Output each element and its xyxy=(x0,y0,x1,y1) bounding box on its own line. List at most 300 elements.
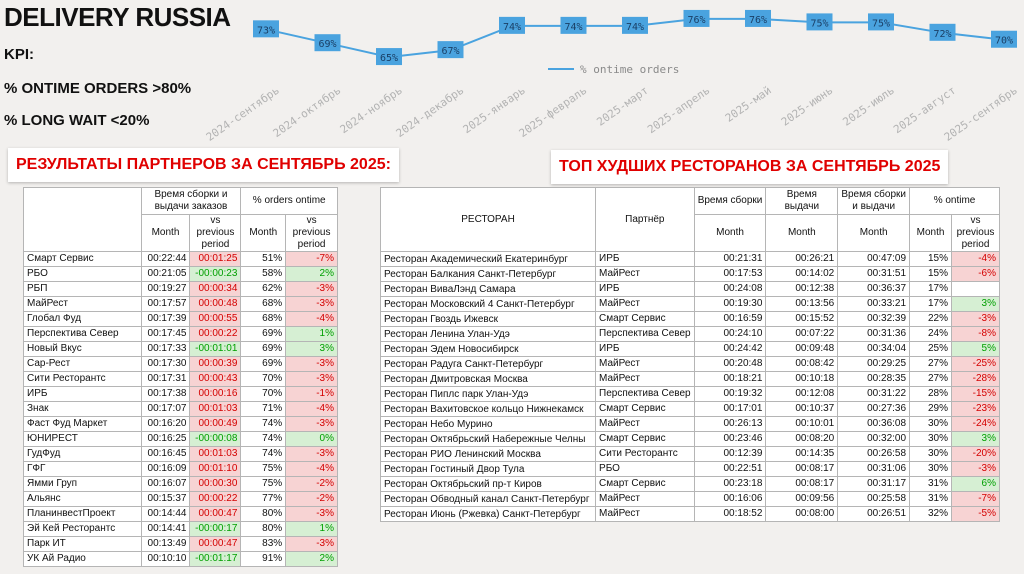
partner-ontime-cell: 58% xyxy=(241,267,286,282)
partner-ontime-cell: 80% xyxy=(241,507,286,522)
restaurant-name-cell: Ресторан ВиваЛэнд Самара xyxy=(381,282,596,297)
partner-time-vs-cell: 00:00:49 xyxy=(190,417,241,432)
data-label: 67% xyxy=(441,46,460,58)
restaurant-row xyxy=(381,507,1000,522)
partner-time-vs-cell: 00:01:03 xyxy=(190,447,241,462)
partner-name-cell: МайРест xyxy=(24,297,142,312)
partners-header-vs2: vs previous period xyxy=(286,215,338,252)
restaurant-assembly-cell: 00:24:08 xyxy=(694,282,766,297)
partner-time-cell: 00:16:25 xyxy=(141,432,190,447)
restaurants-header-ontime: % ontime xyxy=(910,188,1000,215)
partner-time-vs-cell: 00:00:43 xyxy=(190,372,241,387)
x-tick-label: 2024-октябрь xyxy=(270,83,344,141)
restaurant-assembly-cell: 00:19:32 xyxy=(694,387,766,402)
restaurants-section-title: ТОП ХУДШИХ РЕСТОРАНОВ ЗА СЕНТЯБРЬ 2025 xyxy=(551,150,948,184)
x-tick-label: 2025-май xyxy=(722,83,774,125)
x-tick-label: 2025-сентябрь xyxy=(941,83,1020,144)
restaurant-delivery-cell: 00:14:35 xyxy=(766,447,838,462)
partners-header-month: Month xyxy=(141,215,190,252)
partner-row xyxy=(24,342,338,357)
restaurant-ontime-cell: 30% xyxy=(910,462,952,477)
restaurant-total-cell: 00:32:00 xyxy=(838,432,910,447)
partner-time-vs-cell: 00:01:25 xyxy=(190,252,241,267)
partner-ontime-vs-cell: -3% xyxy=(286,447,338,462)
partner-ontime-vs-cell: -3% xyxy=(286,507,338,522)
partner-ontime-cell: 51% xyxy=(241,252,286,267)
restaurant-ontime-cell: 30% xyxy=(910,432,952,447)
partner-ontime-vs-cell: 0% xyxy=(286,432,338,447)
restaurants-header-total: Время сборки и выдачи xyxy=(838,188,910,215)
restaurant-partner-cell: МайРест xyxy=(596,297,695,312)
partners-header-time: Время сборки и выдачи заказов xyxy=(141,188,241,215)
partner-time-vs-cell: -00:00:17 xyxy=(190,522,241,537)
data-label: 69% xyxy=(318,39,337,51)
kpi-longwait: % LONG WAIT <20% xyxy=(4,112,150,129)
partner-time-cell: 00:14:41 xyxy=(141,522,190,537)
ontime-line-chart xyxy=(203,0,1024,150)
restaurant-name-cell: Ресторан Радуга Санкт-Петербург xyxy=(381,357,596,372)
data-label: 72% xyxy=(933,28,952,40)
partner-time-vs-cell: 00:01:03 xyxy=(190,402,241,417)
partner-time-cell: 00:22:44 xyxy=(141,252,190,267)
restaurants-header-assembly: Время сборки xyxy=(694,188,766,215)
partners-section-title: РЕЗУЛЬТАТЫ ПАРТНЕРОВ ЗА СЕНТЯБРЬ 2025: xyxy=(8,148,399,182)
restaurant-assembly-cell: 00:18:21 xyxy=(694,372,766,387)
partner-ontime-vs-cell: -4% xyxy=(286,462,338,477)
restaurant-assembly-cell: 00:19:30 xyxy=(694,297,766,312)
partner-time-cell: 00:17:07 xyxy=(141,402,190,417)
restaurant-vs-cell: -8% xyxy=(952,327,1000,342)
restaurant-ontime-cell: 27% xyxy=(910,357,952,372)
restaurant-delivery-cell: 00:09:56 xyxy=(766,492,838,507)
restaurant-delivery-cell: 00:07:22 xyxy=(766,327,838,342)
partner-ontime-cell: 62% xyxy=(241,282,286,297)
partner-name-cell: Сити Ресторантс xyxy=(24,372,142,387)
restaurant-row xyxy=(381,372,1000,387)
partner-time-cell: 00:21:05 xyxy=(141,267,190,282)
restaurant-vs-cell: -6% xyxy=(952,267,1000,282)
partners-header-vs: vs previous period xyxy=(190,215,241,252)
restaurant-name-cell: Ресторан Дмитровская Москва xyxy=(381,372,596,387)
partner-name-cell: ЮНИРЕСТ xyxy=(24,432,142,447)
restaurant-partner-cell: Перспектива Север xyxy=(596,387,695,402)
partner-time-vs-cell: -00:00:23 xyxy=(190,267,241,282)
partner-ontime-vs-cell: -3% xyxy=(286,537,338,552)
restaurant-delivery-cell: 00:12:38 xyxy=(766,282,838,297)
partner-time-vs-cell: 00:00:16 xyxy=(190,387,241,402)
restaurants-header-restaurant: РЕСТОРАН xyxy=(381,188,596,252)
restaurant-vs-cell: 3% xyxy=(952,297,1000,312)
restaurant-total-cell: 00:36:37 xyxy=(838,282,910,297)
partner-ontime-vs-cell: -2% xyxy=(286,492,338,507)
restaurant-total-cell: 00:34:04 xyxy=(838,342,910,357)
restaurant-name-cell: Ресторан Пиплс парк Улан-Удэ xyxy=(381,387,596,402)
restaurant-assembly-cell: 00:20:48 xyxy=(694,357,766,372)
data-label: 74% xyxy=(564,21,583,33)
restaurant-total-cell: 00:32:39 xyxy=(838,312,910,327)
partner-time-cell: 00:17:33 xyxy=(141,342,190,357)
partner-name-cell: Фаст Фуд Маркет xyxy=(24,417,142,432)
partner-time-cell: 00:16:07 xyxy=(141,477,190,492)
partner-name-cell: Знак xyxy=(24,402,142,417)
restaurants-header-month4: Month xyxy=(910,215,952,252)
x-tick-label: 2025-август xyxy=(891,83,959,137)
partner-name-cell: РБО xyxy=(24,267,142,282)
partner-name-cell: Ямми Груп xyxy=(24,477,142,492)
restaurant-partner-cell: ИРБ xyxy=(596,282,695,297)
partner-ontime-cell: 68% xyxy=(241,312,286,327)
partner-time-vs-cell: 00:00:22 xyxy=(190,327,241,342)
partner-row xyxy=(24,522,338,537)
partner-ontime-cell: 70% xyxy=(241,387,286,402)
restaurant-assembly-cell: 00:21:31 xyxy=(694,252,766,267)
restaurant-ontime-cell: 22% xyxy=(910,312,952,327)
restaurant-partner-cell: Смарт Сервис xyxy=(596,477,695,492)
restaurant-row xyxy=(381,492,1000,507)
restaurant-delivery-cell: 00:08:42 xyxy=(766,357,838,372)
restaurant-total-cell: 00:29:25 xyxy=(838,357,910,372)
partner-name-cell: УК Ай Радио xyxy=(24,552,142,567)
restaurant-row xyxy=(381,342,1000,357)
restaurant-assembly-cell: 00:16:06 xyxy=(694,492,766,507)
x-tick-label: 2025-июль xyxy=(840,83,897,129)
partner-row xyxy=(24,372,338,387)
partner-row xyxy=(24,432,338,447)
partner-row xyxy=(24,357,338,372)
restaurant-name-cell: Ресторан Небо Мурино xyxy=(381,417,596,432)
restaurant-partner-cell: ИРБ xyxy=(596,252,695,267)
partner-time-cell: 00:17:30 xyxy=(141,357,190,372)
restaurant-delivery-cell: 00:09:48 xyxy=(766,342,838,357)
partner-time-cell: 00:17:39 xyxy=(141,312,190,327)
x-tick-label: 2025-апрель xyxy=(645,83,713,137)
data-label: 75% xyxy=(810,18,829,30)
partner-name-cell: Перспектива Север xyxy=(24,327,142,342)
partner-name-cell: Смарт Сервис xyxy=(24,252,142,267)
partner-ontime-vs-cell: 3% xyxy=(286,342,338,357)
partner-row xyxy=(24,417,338,432)
partner-row xyxy=(24,537,338,552)
restaurants-header-month2: Month xyxy=(766,215,838,252)
restaurant-vs-cell: -4% xyxy=(952,252,1000,267)
partner-name-cell: ГудФуд xyxy=(24,447,142,462)
restaurants-header-month3: Month xyxy=(838,215,910,252)
restaurant-assembly-cell: 00:23:46 xyxy=(694,432,766,447)
restaurant-partner-cell: Смарт Сервис xyxy=(596,402,695,417)
restaurant-partner-cell: ИРБ xyxy=(596,342,695,357)
partner-ontime-vs-cell: 2% xyxy=(286,552,338,567)
restaurant-vs-cell: -28% xyxy=(952,372,1000,387)
partner-name-cell: ИРБ xyxy=(24,387,142,402)
partner-ontime-cell: 69% xyxy=(241,342,286,357)
partner-name-cell: Парк ИТ xyxy=(24,537,142,552)
partner-ontime-cell: 69% xyxy=(241,327,286,342)
partners-header-ontime: % orders ontime xyxy=(241,188,338,215)
x-tick-label: 2024-ноябрь xyxy=(337,83,405,137)
partner-time-cell: 00:17:57 xyxy=(141,297,190,312)
partner-ontime-vs-cell: -3% xyxy=(286,357,338,372)
restaurant-assembly-cell: 00:24:42 xyxy=(694,342,766,357)
restaurant-vs-cell: -3% xyxy=(952,462,1000,477)
restaurant-row xyxy=(381,252,1000,267)
restaurants-header-vs: vs previous period xyxy=(952,215,1000,252)
restaurant-name-cell: Ресторан Эдем Новосибирск xyxy=(381,342,596,357)
partner-ontime-vs-cell: 1% xyxy=(286,522,338,537)
restaurant-ontime-cell: 15% xyxy=(910,267,952,282)
restaurant-vs-cell: -23% xyxy=(952,402,1000,417)
restaurant-name-cell: Ресторан Октябрьский Набережные Челны xyxy=(381,432,596,447)
data-label: 75% xyxy=(871,18,891,30)
partner-time-cell: 00:17:31 xyxy=(141,372,190,387)
restaurant-assembly-cell: 00:12:39 xyxy=(694,447,766,462)
data-label: 76% xyxy=(687,14,706,26)
restaurant-delivery-cell: 00:12:08 xyxy=(766,387,838,402)
restaurant-delivery-cell: 00:08:00 xyxy=(766,507,838,522)
restaurant-row xyxy=(381,462,1000,477)
restaurant-row xyxy=(381,447,1000,462)
partner-ontime-cell: 91% xyxy=(241,552,286,567)
restaurant-partner-cell: РБО xyxy=(596,462,695,477)
restaurant-total-cell: 00:36:08 xyxy=(838,417,910,432)
restaurant-total-cell: 00:26:51 xyxy=(838,507,910,522)
restaurant-ontime-cell: 17% xyxy=(910,297,952,312)
partner-time-cell: 00:17:38 xyxy=(141,387,190,402)
data-label: 65% xyxy=(379,53,399,65)
restaurant-name-cell: Ресторан Обводный канал Санкт-Петербург xyxy=(381,492,596,507)
partner-row xyxy=(24,387,338,402)
restaurant-assembly-cell: 00:26:13 xyxy=(694,417,766,432)
restaurant-ontime-cell: 29% xyxy=(910,402,952,417)
partner-row xyxy=(24,492,338,507)
restaurant-partner-cell: МайРест xyxy=(596,417,695,432)
restaurant-delivery-cell: 00:10:37 xyxy=(766,402,838,417)
partner-ontime-vs-cell: 1% xyxy=(286,327,338,342)
partner-ontime-cell: 75% xyxy=(241,477,286,492)
x-tick-label: 2025-февраль xyxy=(516,83,590,141)
partner-time-cell: 00:16:20 xyxy=(141,417,190,432)
kpi-heading: KPI: xyxy=(4,46,34,63)
restaurant-name-cell: Ресторан Гостиный Двор Тула xyxy=(381,462,596,477)
restaurant-row xyxy=(381,357,1000,372)
partner-time-cell: 00:16:45 xyxy=(141,447,190,462)
partner-name-cell: ГФГ xyxy=(24,462,142,477)
partner-ontime-cell: 80% xyxy=(241,522,286,537)
partner-time-vs-cell: 00:00:47 xyxy=(190,507,241,522)
partner-time-vs-cell: 00:01:10 xyxy=(190,462,241,477)
partner-ontime-cell: 68% xyxy=(241,297,286,312)
restaurant-vs-cell: -15% xyxy=(952,387,1000,402)
partner-row xyxy=(24,477,338,492)
partner-ontime-vs-cell: -4% xyxy=(286,312,338,327)
x-tick-label: 2024-декабрь xyxy=(393,83,467,141)
partner-ontime-vs-cell: -3% xyxy=(286,417,338,432)
restaurant-row xyxy=(381,417,1000,432)
restaurant-partner-cell: МайРест xyxy=(596,357,695,372)
partner-time-cell: 00:17:45 xyxy=(141,327,190,342)
partner-time-vs-cell: 00:00:48 xyxy=(190,297,241,312)
restaurant-ontime-cell: 31% xyxy=(910,477,952,492)
restaurant-delivery-cell: 00:10:01 xyxy=(766,417,838,432)
restaurant-name-cell: Ресторан Балкания Санкт-Петербург xyxy=(381,267,596,282)
partners-header-name xyxy=(24,188,142,252)
partner-name-cell: Эй Кей Ресторантс xyxy=(24,522,142,537)
page-title: DELIVERY RUSSIA xyxy=(4,2,231,32)
restaurant-delivery-cell: 00:13:56 xyxy=(766,297,838,312)
restaurant-delivery-cell: 00:14:02 xyxy=(766,267,838,282)
restaurant-total-cell: 00:31:22 xyxy=(838,387,910,402)
x-tick-label: 2025-июнь xyxy=(778,83,836,129)
restaurant-assembly-cell: 00:18:52 xyxy=(694,507,766,522)
partner-ontime-cell: 69% xyxy=(241,357,286,372)
restaurant-vs-cell: -5% xyxy=(952,507,1000,522)
partner-time-cell: 00:15:37 xyxy=(141,492,190,507)
restaurant-name-cell: Ресторан РИО Ленинский Москва xyxy=(381,447,596,462)
restaurant-row xyxy=(381,387,1000,402)
restaurant-vs-cell: 5% xyxy=(952,342,1000,357)
restaurant-vs-cell: -20% xyxy=(952,447,1000,462)
partner-time-cell: 00:10:10 xyxy=(141,552,190,567)
x-tick-label: 2024-сентябрь xyxy=(203,83,282,144)
partner-ontime-cell: 74% xyxy=(241,447,286,462)
restaurant-assembly-cell: 00:23:18 xyxy=(694,477,766,492)
restaurant-delivery-cell: 00:08:20 xyxy=(766,432,838,447)
restaurant-delivery-cell: 00:15:52 xyxy=(766,312,838,327)
restaurant-ontime-cell: 28% xyxy=(910,387,952,402)
restaurant-row xyxy=(381,432,1000,447)
partner-name-cell: Глобал Фуд xyxy=(24,312,142,327)
partner-time-cell: 00:13:49 xyxy=(141,537,190,552)
restaurant-assembly-cell: 00:17:53 xyxy=(694,267,766,282)
partner-ontime-vs-cell: 2% xyxy=(286,267,338,282)
restaurant-partner-cell: МайРест xyxy=(596,267,695,282)
partner-ontime-cell: 70% xyxy=(241,372,286,387)
partner-ontime-vs-cell: -1% xyxy=(286,387,338,402)
partner-ontime-vs-cell: -7% xyxy=(286,252,338,267)
restaurant-vs-cell: 3% xyxy=(952,432,1000,447)
restaurant-row xyxy=(381,267,1000,282)
restaurant-total-cell: 00:26:58 xyxy=(838,447,910,462)
restaurant-vs-cell: -24% xyxy=(952,417,1000,432)
restaurant-assembly-cell: 00:16:59 xyxy=(694,312,766,327)
partner-time-vs-cell: 00:00:55 xyxy=(190,312,241,327)
restaurants-header-partner: Партнёр xyxy=(596,188,695,252)
restaurants-header-month1: Month xyxy=(694,215,766,252)
restaurant-ontime-cell: 31% xyxy=(910,492,952,507)
restaurant-ontime-cell: 25% xyxy=(910,342,952,357)
partner-time-vs-cell: -00:00:08 xyxy=(190,432,241,447)
x-tick-label: 2025-январь xyxy=(460,83,528,137)
partner-time-vs-cell: -00:01:01 xyxy=(190,342,241,357)
restaurant-total-cell: 00:47:09 xyxy=(838,252,910,267)
partner-row xyxy=(24,252,338,267)
restaurant-ontime-cell: 27% xyxy=(910,372,952,387)
restaurant-partner-cell: Сити Ресторантс xyxy=(596,447,695,462)
partner-name-cell: Новый Вкус xyxy=(24,342,142,357)
restaurant-ontime-cell: 30% xyxy=(910,447,952,462)
partner-row xyxy=(24,462,338,477)
data-label: 74% xyxy=(502,21,522,33)
restaurant-delivery-cell: 00:08:17 xyxy=(766,477,838,492)
partners-header-month2: Month xyxy=(241,215,286,252)
partner-time-vs-cell: 00:00:39 xyxy=(190,357,241,372)
restaurants-table xyxy=(380,187,1000,522)
restaurant-assembly-cell: 00:22:51 xyxy=(694,462,766,477)
restaurant-name-cell: Ресторан Июнь (Ржевка) Санкт-Петербург xyxy=(381,507,596,522)
partner-row xyxy=(24,297,338,312)
restaurant-delivery-cell: 00:08:17 xyxy=(766,462,838,477)
restaurant-assembly-cell: 00:17:01 xyxy=(694,402,766,417)
restaurant-delivery-cell: 00:26:21 xyxy=(766,252,838,267)
restaurant-total-cell: 00:33:21 xyxy=(838,297,910,312)
data-label: 73% xyxy=(256,25,276,37)
restaurant-ontime-cell: 17% xyxy=(910,282,952,297)
data-label: 76% xyxy=(748,14,768,26)
restaurant-vs-cell: -7% xyxy=(952,492,1000,507)
partner-time-vs-cell: 00:00:22 xyxy=(190,492,241,507)
restaurant-total-cell: 00:25:58 xyxy=(838,492,910,507)
data-label: 74% xyxy=(625,21,645,33)
restaurant-row xyxy=(381,297,1000,312)
partner-time-vs-cell: 00:00:30 xyxy=(190,477,241,492)
partner-time-cell: 00:16:09 xyxy=(141,462,190,477)
legend-label: % ontime orders xyxy=(580,63,680,76)
restaurant-delivery-cell: 00:10:18 xyxy=(766,372,838,387)
partner-row xyxy=(24,267,338,282)
restaurant-name-cell: Ресторан Московский 4 Санкт-Петербург xyxy=(381,297,596,312)
partner-ontime-vs-cell: -2% xyxy=(286,477,338,492)
partner-row xyxy=(24,282,338,297)
restaurant-vs-cell: 6% xyxy=(952,477,1000,492)
partner-ontime-vs-cell: -3% xyxy=(286,297,338,312)
restaurant-row xyxy=(381,402,1000,417)
partner-ontime-cell: 75% xyxy=(241,462,286,477)
partner-ontime-cell: 77% xyxy=(241,492,286,507)
restaurant-row xyxy=(381,477,1000,492)
partner-ontime-cell: 83% xyxy=(241,537,286,552)
restaurant-partner-cell: МайРест xyxy=(596,372,695,387)
restaurant-row xyxy=(381,327,1000,342)
restaurant-name-cell: Ресторан Академический Екатеринбург xyxy=(381,252,596,267)
partner-ontime-cell: 74% xyxy=(241,417,286,432)
partner-time-vs-cell: -00:01:17 xyxy=(190,552,241,567)
restaurant-ontime-cell: 15% xyxy=(910,252,952,267)
restaurant-total-cell: 00:31:51 xyxy=(838,267,910,282)
restaurant-partner-cell: Смарт Сервис xyxy=(596,432,695,447)
partner-ontime-vs-cell: -4% xyxy=(286,402,338,417)
restaurant-partner-cell: МайРест xyxy=(596,492,695,507)
kpi-ontime: % ONTIME ORDERS >80% xyxy=(4,80,192,97)
partner-time-cell: 00:14:44 xyxy=(141,507,190,522)
partner-ontime-vs-cell: -3% xyxy=(286,372,338,387)
partner-ontime-vs-cell: -3% xyxy=(286,282,338,297)
restaurant-partner-cell: Перспектива Север xyxy=(596,327,695,342)
partner-row xyxy=(24,447,338,462)
partner-time-vs-cell: 00:00:47 xyxy=(190,537,241,552)
restaurant-ontime-cell: 24% xyxy=(910,327,952,342)
restaurant-partner-cell: Смарт Сервис xyxy=(596,312,695,327)
restaurant-assembly-cell: 00:24:10 xyxy=(694,327,766,342)
restaurant-partner-cell: МайРест xyxy=(596,507,695,522)
partner-row xyxy=(24,402,338,417)
restaurant-total-cell: 00:31:17 xyxy=(838,477,910,492)
restaurants-header-delivery: Время выдачи xyxy=(766,188,838,215)
x-tick-label: 2025-март xyxy=(594,83,651,129)
partner-name-cell: РБП xyxy=(24,282,142,297)
partner-time-cell: 00:19:27 xyxy=(141,282,190,297)
restaurant-total-cell: 00:28:35 xyxy=(838,372,910,387)
partner-row xyxy=(24,312,338,327)
restaurant-name-cell: Ресторан Октябрьский пр-т Киров xyxy=(381,477,596,492)
